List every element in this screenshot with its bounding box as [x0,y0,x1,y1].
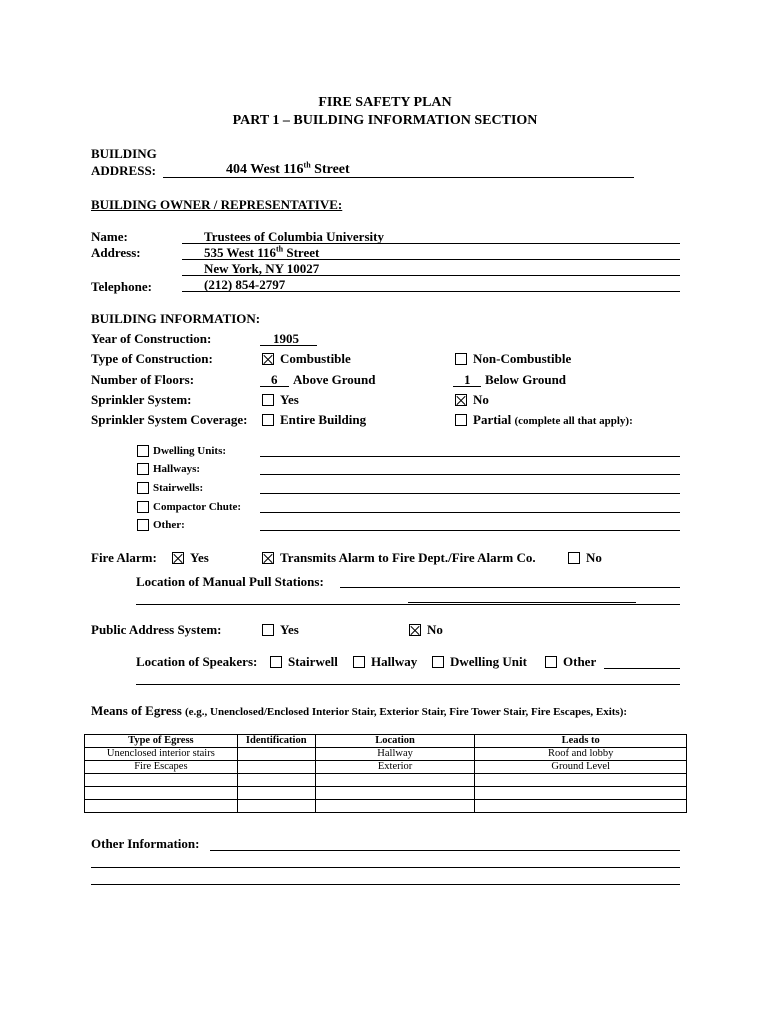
other-coverage-line[interactable] [260,530,680,531]
pull-stations-line2-overlay [408,602,636,603]
table-row [85,787,687,800]
egress-cell[interactable] [237,748,315,761]
fire-alarm-no-label: No [586,550,602,565]
hallway-checkbox[interactable] [353,656,365,668]
address-label: ADDRESS: [91,163,157,178]
dwelling-units-label: Dwelling Units: [153,445,227,457]
form-title: FIRE SAFETY PLAN [318,95,452,110]
egress-cell[interactable] [315,800,475,813]
type-label: Type of Construction: [91,351,213,366]
egress-cell[interactable]: Fire Escapes [85,761,238,774]
combustible-checkbox[interactable] [262,353,274,365]
building-label: BUILDING [91,146,157,161]
fire-alarm-no-checkbox[interactable] [568,552,580,564]
fire-alarm-yes-checkbox[interactable] [172,552,184,564]
combustible-label: Combustible [280,351,351,366]
sprinkler-no-checkbox[interactable] [455,394,467,406]
table-row [85,761,687,774]
owner-address-label: Address: [91,245,141,260]
owner-name-label: Name: [91,229,128,244]
non-combustible-label: Non-Combustible [473,351,572,366]
other-info-line3[interactable] [91,884,680,885]
sprinkler-no-label: No [473,392,489,407]
egress-cell[interactable] [475,800,687,813]
form-subtitle: PART 1 – BUILDING INFORMATION SECTION [232,113,538,128]
pull-stations-line2[interactable] [136,604,680,605]
non-combustible-checkbox[interactable] [455,353,467,365]
other-info-line1[interactable] [210,850,680,851]
fire-alarm-label: Fire Alarm: [91,550,157,565]
pull-stations-line1[interactable] [340,587,680,588]
table-row [85,774,687,787]
other-info-line2[interactable] [91,867,680,868]
other-speakers-label: Other [563,654,597,669]
building-info-heading: BUILDING INFORMATION: [91,311,261,326]
owner-heading: BUILDING OWNER / REPRESENTATIVE: [91,197,343,212]
partial-checkbox[interactable] [455,414,467,426]
stairwells-checkbox[interactable] [137,482,149,494]
egress-header-row [85,735,687,748]
stairwells-label: Stairwells: [153,482,204,494]
egress-cell[interactable] [237,787,315,800]
pa-no-label: No [427,622,443,637]
public-address-label: Public Address System: [91,622,222,637]
transmits-checkbox[interactable] [262,552,274,564]
egress-cell[interactable] [237,761,315,774]
stairwell-checkbox[interactable] [270,656,282,668]
other-coverage-checkbox[interactable] [137,519,149,531]
floors-below-value[interactable]: 1 [464,372,471,387]
sprinkler-label: Sprinkler System: [91,392,192,407]
transmits-label: Transmits Alarm to Fire Dept./Fire Alarm Co. [280,550,536,565]
compactor-chute-label: Compactor Chute: [153,501,242,513]
stairwells-line[interactable] [260,493,680,494]
table-row [85,748,687,761]
compactor-chute-line[interactable] [260,512,680,513]
egress-cell[interactable] [475,774,687,787]
below-ground-label: Below Ground [485,372,567,387]
other-speakers-line[interactable] [604,668,680,669]
year-label: Year of Construction: [91,331,212,346]
pa-yes-checkbox[interactable] [262,624,274,636]
egress-table [84,734,687,813]
dwelling-units-checkbox[interactable] [137,445,149,457]
egress-cell[interactable] [475,787,687,800]
sprinkler-yes-checkbox[interactable] [262,394,274,406]
pa-yes-label: Yes [280,622,299,637]
egress-cell[interactable] [315,774,475,787]
entire-building-label: Entire Building [280,412,367,427]
egress-cell[interactable]: Roof and lobby [475,748,687,761]
hallways-line[interactable] [260,474,680,475]
hallway-label: Hallway [371,654,418,669]
other-info-label: Other Information: [91,836,200,851]
sprinkler-yes-label: Yes [280,392,299,407]
egress-header-identification: Identification [237,735,315,748]
egress-cell[interactable]: Ground Level [475,761,687,774]
dwelling-unit-label: Dwelling Unit [450,654,527,669]
other-speakers-checkbox[interactable] [545,656,557,668]
egress-header-type: Type of Egress [85,735,238,748]
egress-label: Means of Egress (e.g., Unenclosed/Enclosed Interior Stair, Exterior Stair, Fire Tower Stair, Fire Escapes, Exits): [91,703,628,718]
owner-name-value[interactable]: Trustees of Columbia University [204,229,384,244]
egress-cell[interactable] [237,800,315,813]
egress-cell[interactable] [85,787,238,800]
pa-no-checkbox[interactable] [409,624,421,636]
fire-alarm-yes-label: Yes [190,550,209,565]
speakers-label: Location of Speakers: [136,654,258,669]
year-value[interactable]: 1905 [273,331,299,346]
egress-header-leads-to: Leads to [475,735,687,748]
egress-header-location: Location [315,735,475,748]
coverage-label: Sprinkler System Coverage: [91,412,248,427]
egress-cell[interactable]: Exterior [315,761,475,774]
pull-stations-label: Location of Manual Pull Stations: [136,574,324,589]
hallways-label: Hallways: [153,463,201,475]
egress-cell[interactable] [315,787,475,800]
above-ground-label: Above Ground [293,372,376,387]
other-coverage-label: Other: [153,519,185,531]
hallways-checkbox[interactable] [137,463,149,475]
compactor-chute-checkbox[interactable] [137,501,149,513]
dwelling-units-line[interactable] [260,456,680,457]
floors-label: Number of Floors: [91,372,195,387]
owner-telephone-label: Telephone: [91,279,152,294]
egress-cell[interactable] [237,774,315,787]
egress-cell[interactable]: Hallway [315,748,475,761]
table-row [85,800,687,813]
partial-label: Partial (complete all that apply): [473,412,633,427]
entire-building-checkbox[interactable] [262,414,274,426]
floors-above-value[interactable]: 6 [271,372,278,387]
speakers-line2[interactable] [136,684,680,685]
stairwell-label: Stairwell [288,654,338,669]
building-address-value[interactable]: 404 West 116th Street [226,160,350,177]
owner-address-value1[interactable]: 535 West 116th Street [204,244,320,260]
owner-address-value2[interactable]: New York, NY 10027 [204,261,320,276]
egress-cell[interactable] [85,800,238,813]
owner-telephone-value[interactable]: (212) 854-2797 [204,277,286,292]
egress-cell[interactable]: Unenclosed interior stairs [85,748,238,761]
dwelling-unit-checkbox[interactable] [432,656,444,668]
egress-cell[interactable] [85,774,238,787]
